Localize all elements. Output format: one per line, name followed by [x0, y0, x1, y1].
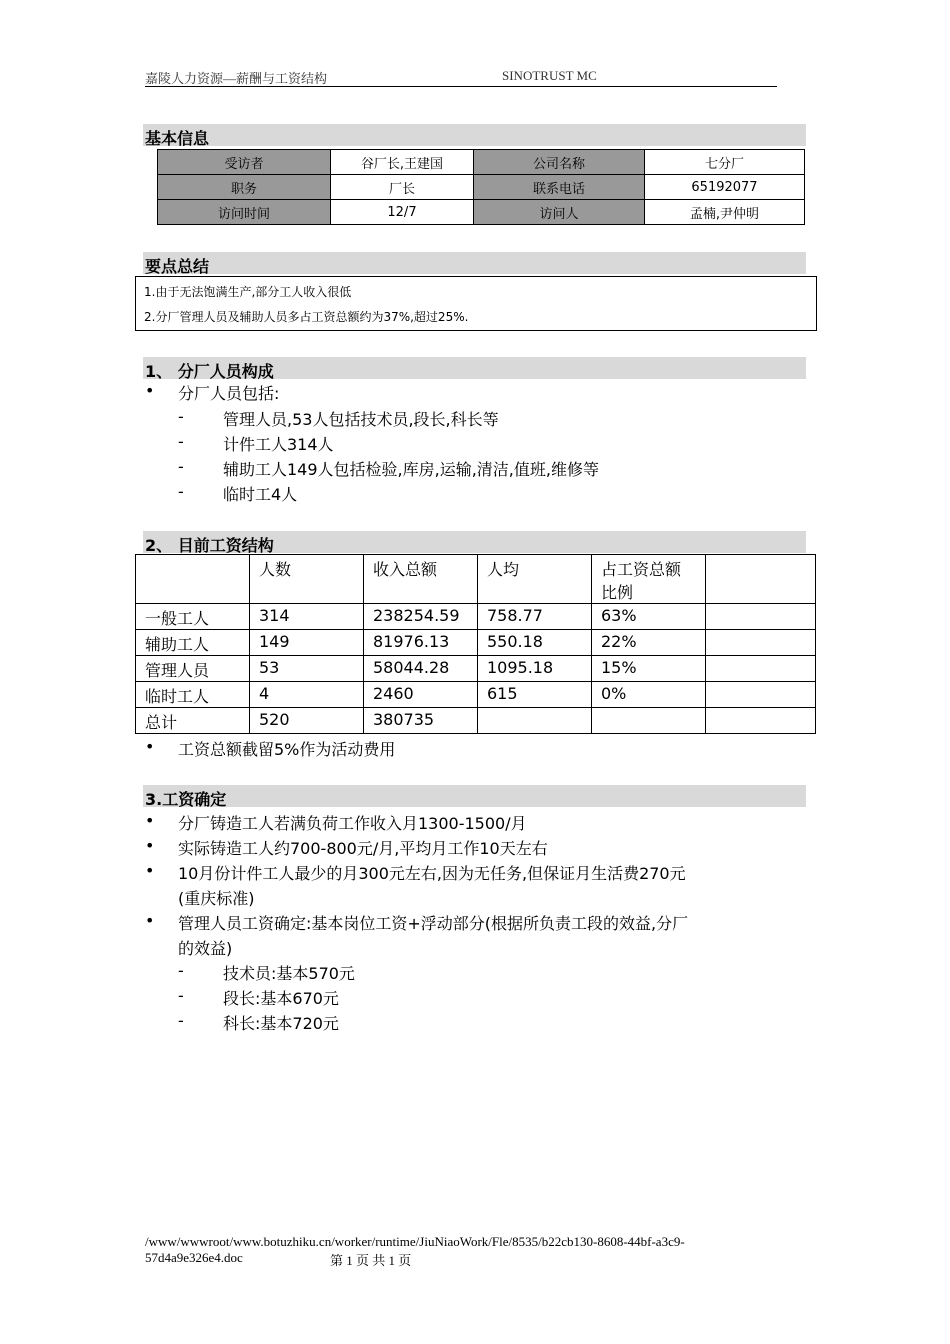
table-cell: 1095.18 — [478, 656, 592, 682]
table-row — [136, 604, 816, 630]
page-header — [145, 66, 777, 87]
footer-filename: 57d4a9e326e4.doc — [145, 1250, 243, 1265]
table-cell: 访问人 — [474, 200, 645, 225]
table-cell: 公司名称 — [474, 150, 645, 175]
table-cell: 访问时间 — [158, 200, 331, 225]
table-cell — [706, 604, 816, 630]
table-header-cell — [706, 555, 816, 604]
table-cell — [706, 656, 816, 682]
table-cell: 53 — [250, 656, 364, 682]
header-company: SINOTRUST MC — [502, 68, 597, 83]
section-summary-title: 要点总结 — [143, 252, 806, 274]
table-cell: 58044.28 — [364, 656, 478, 682]
dash: - — [178, 482, 184, 501]
table-cell: 孟楠,尹仲明 — [645, 200, 805, 225]
bullet: • — [145, 911, 155, 930]
footer-page-number: 第 1 页 共 1 页 — [330, 1253, 412, 1268]
table-cell: 238254.59 — [364, 604, 478, 630]
summary-item: 1.由于无法饱满生产,部分工人收入很低 — [144, 285, 352, 299]
table-cell: 4 — [250, 682, 364, 708]
table-cell: 12/7 — [331, 200, 474, 225]
summary-box — [135, 276, 817, 331]
table-cell: 管理人员 — [136, 656, 250, 682]
list-item: 分厂铸造工人若满负荷工作收入月1300-1500/月 — [178, 814, 527, 833]
table-cell: 81976.13 — [364, 630, 478, 656]
list-item: 技术员:基本570元 — [223, 964, 355, 983]
table-row — [136, 630, 816, 656]
table-header-cell: 占工资总额 比例 — [592, 555, 706, 604]
table-cell: 314 — [250, 604, 364, 630]
list-item-cont: 的效益) — [178, 939, 233, 958]
table-cell: 联系电话 — [474, 175, 645, 200]
table-header-cell: 人数 — [250, 555, 364, 604]
table-cell — [478, 708, 592, 734]
table-header-cell — [136, 555, 250, 604]
bullet: • — [145, 811, 155, 830]
table-cell — [706, 630, 816, 656]
table-row — [136, 708, 816, 734]
table-row — [136, 682, 816, 708]
table-row — [158, 200, 805, 225]
dash: - — [178, 986, 184, 1005]
list-item: 科长:基本720元 — [223, 1014, 339, 1033]
footer-path: /www/wwwroot/www.botuzhiku.cn/worker/runtime/JiuNiaoWork/Fle/8535/b22cb130-8608-44bf-a3c9- — [145, 1234, 685, 1249]
table-cell: 总计 — [136, 708, 250, 734]
header-title: 嘉陵人力资源—薪酬与工资结构 — [145, 71, 328, 86]
bullet: • — [145, 861, 155, 880]
table-cell: 15% — [592, 656, 706, 682]
table-cell: 758.77 — [478, 604, 592, 630]
table-cell: 厂长 — [331, 175, 474, 200]
table-cell: 380735 — [364, 708, 478, 734]
table-cell — [706, 682, 816, 708]
list-item: 管理人员,53人包括技术员,段长,科长等 — [223, 410, 499, 429]
table-cell: 63% — [592, 604, 706, 630]
section-3-title: 3.工资确定 — [143, 785, 806, 807]
table-header-row — [136, 555, 816, 604]
dash: - — [178, 407, 184, 426]
list-item: 分厂人员包括: — [178, 384, 280, 403]
bullet: • — [145, 737, 155, 756]
table-cell: 550.18 — [478, 630, 592, 656]
table-cell — [706, 708, 816, 734]
section-1-title: 1、 分厂人员构成 — [143, 357, 806, 379]
dash: - — [178, 457, 184, 476]
bullet: • — [145, 381, 155, 400]
table-cell: 2460 — [364, 682, 478, 708]
dash: - — [178, 961, 184, 980]
dash: - — [178, 432, 184, 451]
list-item-cont: (重庆标准) — [178, 889, 255, 908]
summary-item: 2.分厂管理人员及辅助人员多占工资总额约为37%,超过25%. — [144, 310, 469, 324]
table-header-cell: 人均 — [478, 555, 592, 604]
basic-info-table — [157, 149, 805, 225]
table-cell: 520 — [250, 708, 364, 734]
table-cell: 149 — [250, 630, 364, 656]
section-2-title: 2、 目前工资结构 — [143, 531, 806, 553]
list-item: 计件工人314人 — [223, 435, 334, 454]
table-cell: 65192077 — [645, 175, 805, 200]
table-cell: 受访者 — [158, 150, 331, 175]
list-item: 临时工4人 — [223, 485, 298, 504]
table-cell — [592, 708, 706, 734]
table-header-cell: 收入总额 — [364, 555, 478, 604]
table-cell: 0% — [592, 682, 706, 708]
table-cell: 职务 — [158, 175, 331, 200]
table-row — [158, 175, 805, 200]
table-cell: 谷厂长,王建国 — [331, 150, 474, 175]
table-cell: 辅助工人 — [136, 630, 250, 656]
table-row — [158, 150, 805, 175]
table-cell: 615 — [478, 682, 592, 708]
list-item: 辅助工人149人包括检验,库房,运输,清洁,值班,维修等 — [223, 460, 599, 479]
list-item: 10月份计件工人最少的月300元左右,因为无任务,但保证月生活费270元 — [178, 864, 686, 883]
list-item: 实际铸造工人约700-800元/月,平均月工作10天左右 — [178, 839, 548, 858]
section-basic-title: 基本信息 — [143, 124, 806, 146]
note-text: 工资总额截留5%作为活动费用 — [178, 740, 396, 759]
table-cell: 22% — [592, 630, 706, 656]
table-cell: 一般工人 — [136, 604, 250, 630]
list-item: 段长:基本670元 — [223, 989, 339, 1008]
table-cell: 七分厂 — [645, 150, 805, 175]
list-item: 管理人员工资确定:基本岗位工资+浮动部分(根据所负责工段的效益,分厂 — [178, 914, 689, 933]
table-cell: 临时工人 — [136, 682, 250, 708]
bullet: • — [145, 836, 155, 855]
dash: - — [178, 1011, 184, 1030]
wage-structure-table — [135, 554, 816, 734]
table-row — [136, 656, 816, 682]
